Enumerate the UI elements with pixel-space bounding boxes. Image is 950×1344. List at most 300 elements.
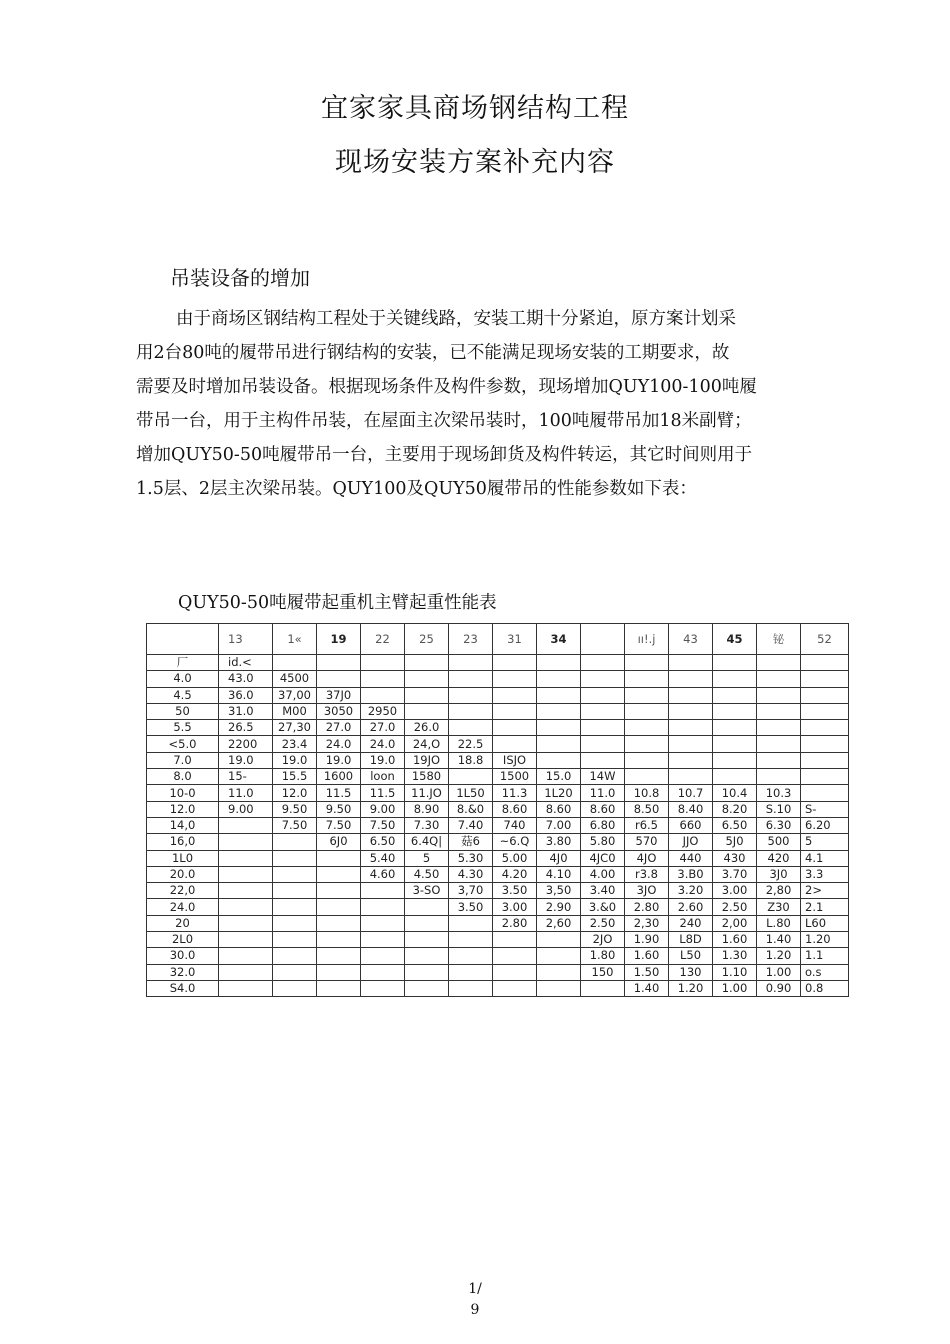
table-cell: [449, 932, 493, 948]
table-cell: 24,O: [405, 736, 449, 752]
table-cell: 3.50: [493, 883, 537, 899]
table-header-cell: 43: [669, 624, 713, 655]
table-cell: [449, 964, 493, 980]
table-cell: [449, 703, 493, 719]
table-cell: [317, 655, 361, 671]
table-cell: [625, 671, 669, 687]
table-cell: 11.5: [361, 785, 405, 801]
table-row: [147, 915, 849, 931]
table-cell: 6.30: [757, 817, 801, 833]
table-cell: [713, 720, 757, 736]
table-cell: 10.7: [669, 785, 713, 801]
table-cell: [537, 703, 581, 719]
table-cell: [219, 964, 273, 980]
table-cell: [405, 964, 449, 980]
table-cell: 15.5: [273, 769, 317, 785]
table-cell: [219, 866, 273, 882]
table-cell: [801, 752, 849, 768]
table-cell: 14,0: [147, 817, 219, 833]
table-cell: [449, 655, 493, 671]
table-cell: [625, 703, 669, 719]
table-cell: 1.60: [625, 948, 669, 964]
table-cell: [757, 752, 801, 768]
table-cell: [405, 703, 449, 719]
table-row: [147, 850, 849, 866]
table-cell: [713, 752, 757, 768]
table-cell: 30.0: [147, 948, 219, 964]
table-cell: [449, 769, 493, 785]
table-row: [147, 980, 849, 996]
table-cell: 5.5: [147, 720, 219, 736]
table-cell: 10.4: [713, 785, 757, 801]
table-cell: 3-SO: [405, 883, 449, 899]
table-cell: [669, 769, 713, 785]
table-cell: 4.10: [537, 866, 581, 882]
table-cell: 2.50: [713, 899, 757, 915]
table-cell: [669, 687, 713, 703]
table-cell: 4JO: [625, 850, 669, 866]
table-cell: [757, 720, 801, 736]
table-cell: r6.5: [625, 817, 669, 833]
table-header-cell: 34: [537, 624, 581, 655]
table-cell: 1.90: [625, 932, 669, 948]
table-cell: 570: [625, 834, 669, 850]
table-cell: 1L50: [449, 785, 493, 801]
table-header-cell: 22: [361, 624, 405, 655]
table-cell: Z30: [757, 899, 801, 915]
table-cell: 6.50: [361, 834, 405, 850]
table-cell: [449, 948, 493, 964]
table-cell: [625, 736, 669, 752]
table-cell: [219, 850, 273, 866]
table-cell: [625, 769, 669, 785]
table-cell: [713, 769, 757, 785]
table-cell: 19.0: [273, 752, 317, 768]
table-cell: 3,70: [449, 883, 493, 899]
table-cell: [273, 834, 317, 850]
table-cell: 14W: [581, 769, 625, 785]
table-cell: 9.50: [317, 801, 361, 817]
table-cell: S4.0: [147, 980, 219, 996]
table-row: [147, 834, 849, 850]
table-cell: [317, 964, 361, 980]
table-cell: 37J0: [317, 687, 361, 703]
table-cell: 3.00: [713, 883, 757, 899]
table-header-cell: 23: [449, 624, 493, 655]
table-cell: [361, 671, 405, 687]
table-cell: 27.0: [317, 720, 361, 736]
table-cell: [801, 785, 849, 801]
table-cell: 7.50: [317, 817, 361, 833]
table-cell: [537, 948, 581, 964]
table-cell: 8.50: [625, 801, 669, 817]
table-cell: [317, 883, 361, 899]
table-cell: [669, 736, 713, 752]
table-cell: 4500: [273, 671, 317, 687]
table-cell: 22,0: [147, 883, 219, 899]
table-header-row: [147, 624, 849, 655]
body-paragraph: [136, 302, 836, 506]
table-cell: [757, 703, 801, 719]
table-cell: 1.00: [757, 964, 801, 980]
table-cell: [493, 736, 537, 752]
table-cell: [669, 720, 713, 736]
table-cell: [757, 671, 801, 687]
table-cell: 2.1: [801, 899, 849, 915]
table-cell: 50: [147, 703, 219, 719]
table-cell: [219, 883, 273, 899]
table-cell: 1500: [493, 769, 537, 785]
table-cell: [361, 655, 405, 671]
table-cell: [713, 687, 757, 703]
table-cell: 26.0: [405, 720, 449, 736]
table-row: [147, 769, 849, 785]
table-cell: [361, 948, 405, 964]
table-cell: 5.40: [361, 850, 405, 866]
table-cell: [669, 671, 713, 687]
table-header-cell: 19: [317, 624, 361, 655]
table-cell: [273, 866, 317, 882]
table-cell: [625, 687, 669, 703]
table-cell: [273, 883, 317, 899]
table-cell: [273, 915, 317, 931]
table-cell: 11.3: [493, 785, 537, 801]
table-cell: [581, 720, 625, 736]
table-cell: [493, 932, 537, 948]
table-header-cell: 25: [405, 624, 449, 655]
table-cell: S.10: [757, 801, 801, 817]
table-row: [147, 703, 849, 719]
table-cell: [713, 736, 757, 752]
table-cell: [493, 948, 537, 964]
table-cell: 23.4: [273, 736, 317, 752]
table-cell: [581, 687, 625, 703]
table-cell: 7.50: [361, 817, 405, 833]
table-cell: [317, 932, 361, 948]
table-cell: [537, 655, 581, 671]
table-cell: 31.0: [219, 703, 273, 719]
table-cell: 3,50: [537, 883, 581, 899]
page-number-bottom: 9: [470, 1302, 480, 1318]
table-cell: [317, 671, 361, 687]
table-cell: [405, 932, 449, 948]
table-cell: L50: [669, 948, 713, 964]
table-cell: 3.00: [493, 899, 537, 915]
table-cell: [801, 703, 849, 719]
table-cell: 26.5: [219, 720, 273, 736]
table-cell: [493, 980, 537, 996]
table-cell: [801, 687, 849, 703]
table-cell: 10.3: [757, 785, 801, 801]
table-cell: loon: [361, 769, 405, 785]
table-cell: [405, 899, 449, 915]
table-row: [147, 866, 849, 882]
table-cell: 19.0: [317, 752, 361, 768]
table-cell: [449, 915, 493, 931]
table-cell: ISJO: [493, 752, 537, 768]
table-cell: 厂: [147, 655, 219, 671]
table-cell: 4.00: [581, 866, 625, 882]
table-cell: [219, 834, 273, 850]
paragraph-line: 带吊一台，用于主构件吊装，在屋面主次梁吊装时，100吨履带吊加18米副臂；: [136, 411, 752, 431]
table-cell: 440: [669, 850, 713, 866]
table-cell: [713, 703, 757, 719]
table-cell: [273, 850, 317, 866]
table-cell: [219, 932, 273, 948]
table-cell: [669, 703, 713, 719]
table-cell: M00: [273, 703, 317, 719]
paragraph-line: 需要及时增加吊装设备。根据现场条件及构件参数，现场增加QUY100-100吨履: [136, 377, 757, 397]
table-cell: [219, 980, 273, 996]
table-cell: 1580: [405, 769, 449, 785]
table-cell: 20.0: [147, 866, 219, 882]
table-cell: 430: [713, 850, 757, 866]
table-cell: 2,80: [757, 883, 801, 899]
table-cell: 240: [669, 915, 713, 931]
table-cell: 3050: [317, 703, 361, 719]
table-header-cell: 45: [713, 624, 757, 655]
table-cell: 19.0: [361, 752, 405, 768]
table-cell: 4JC0: [581, 850, 625, 866]
table-cell: 10.8: [625, 785, 669, 801]
table-cell: 2,30: [625, 915, 669, 931]
table-cell: 4.5: [147, 687, 219, 703]
table-row: [147, 736, 849, 752]
table-cell: 150: [581, 964, 625, 980]
table-cell: 6J0: [317, 834, 361, 850]
table-cell: [405, 915, 449, 931]
table-cell: 3.50: [449, 899, 493, 915]
table-cell: 8.0: [147, 769, 219, 785]
table-cell: 1.20: [757, 948, 801, 964]
table-cell: ~6.Q: [493, 834, 537, 850]
table-cell: L8D: [669, 932, 713, 948]
table-cell: 3.3: [801, 866, 849, 882]
table-cell: [273, 899, 317, 915]
table-row: [147, 687, 849, 703]
table-cell: 12.0: [147, 801, 219, 817]
table-cell: 5.00: [493, 850, 537, 866]
table-cell: 24.0: [317, 736, 361, 752]
table-cell: [625, 655, 669, 671]
table-cell: [581, 671, 625, 687]
table-cell: 36.0: [219, 687, 273, 703]
table-cell: 1.1: [801, 948, 849, 964]
table-cell: 1.40: [625, 980, 669, 996]
table-cell: 9.50: [273, 801, 317, 817]
table-cell: 7.00: [537, 817, 581, 833]
table-cell: 6.20: [801, 817, 849, 833]
table-header-cell: 13: [219, 624, 273, 655]
table-cell: [405, 948, 449, 964]
table-cell: 4.60: [361, 866, 405, 882]
table-cell: [581, 736, 625, 752]
table-cell: 2.80: [625, 899, 669, 915]
table-cell: 2200: [219, 736, 273, 752]
table-header-cell: 52: [801, 624, 849, 655]
table-cell: 1.20: [669, 980, 713, 996]
table-cell: S-: [801, 801, 849, 817]
table-cell: 8.60: [493, 801, 537, 817]
table-cell: [273, 932, 317, 948]
table-cell: [537, 752, 581, 768]
table-cell: 1.60: [713, 932, 757, 948]
table-cell: [581, 752, 625, 768]
table-cell: 5: [405, 850, 449, 866]
table-cell: 2.50: [581, 915, 625, 931]
table-cell: [493, 720, 537, 736]
table-cell: 5.30: [449, 850, 493, 866]
table-row: [147, 899, 849, 915]
table-cell: 24.0: [361, 736, 405, 752]
table-cell: 2.60: [669, 899, 713, 915]
table-cell: <5.0: [147, 736, 219, 752]
table-cell: 8.60: [581, 801, 625, 817]
table-row: [147, 720, 849, 736]
table-cell: [219, 899, 273, 915]
table-cell: 4.20: [493, 866, 537, 882]
table-cell: 1.80: [581, 948, 625, 964]
table-row: [147, 752, 849, 768]
table-cell: [757, 687, 801, 703]
table-cell: 10-0: [147, 785, 219, 801]
table-cell: 420: [757, 850, 801, 866]
table-cell: [493, 687, 537, 703]
table-cell: 27,30: [273, 720, 317, 736]
table-cell: 8.60: [537, 801, 581, 817]
table-cell: 0.90: [757, 980, 801, 996]
table-cell: [669, 752, 713, 768]
table-cell: 27.0: [361, 720, 405, 736]
table-row: [147, 785, 849, 801]
table-cell: [317, 915, 361, 931]
table-cell: 3.20: [669, 883, 713, 899]
table-cell: 11.JO: [405, 785, 449, 801]
table-cell: 7.30: [405, 817, 449, 833]
table-cell: [361, 964, 405, 980]
table-cell: 18.8: [449, 752, 493, 768]
table-cell: 4.30: [449, 866, 493, 882]
table-cell: [757, 736, 801, 752]
table-cell: 6.4Q|: [405, 834, 449, 850]
table-cell: 130: [669, 964, 713, 980]
table-cell: [493, 671, 537, 687]
table-cell: [317, 980, 361, 996]
table-cell: 3J0: [757, 866, 801, 882]
table-cell: [361, 899, 405, 915]
table-cell: 24.0: [147, 899, 219, 915]
section-heading: 吊装设备的增加: [170, 266, 310, 290]
table-cell: 9.00: [361, 801, 405, 817]
table-cell: [493, 655, 537, 671]
table-cell: [581, 655, 625, 671]
table-cell: [361, 883, 405, 899]
table-cell: 3.&0: [581, 899, 625, 915]
table-cell: [537, 687, 581, 703]
paragraph-line: 用2台80吨的履带吊进行钢结构的安装，已不能满足现场安装的工期要求，故: [136, 343, 730, 363]
table-cell: 1L0: [147, 850, 219, 866]
table-cell: L.80: [757, 915, 801, 931]
table-cell: 5.80: [581, 834, 625, 850]
table-cell: 4J0: [537, 850, 581, 866]
table-cell: 1.50: [625, 964, 669, 980]
table-cell: [757, 655, 801, 671]
table-cell: 3.80: [537, 834, 581, 850]
table-cell: 19JO: [405, 752, 449, 768]
table-cell: [405, 687, 449, 703]
table-cell: 12.0: [273, 785, 317, 801]
table-cell: 0.8: [801, 980, 849, 996]
table-cell: 5J0: [713, 834, 757, 850]
table-cell: 11.0: [581, 785, 625, 801]
table-cell: 1.30: [713, 948, 757, 964]
table-cell: 1L20: [537, 785, 581, 801]
table-cell: [801, 671, 849, 687]
table-cell: 660: [669, 817, 713, 833]
table-row: [147, 883, 849, 899]
table-cell: 19.0: [219, 752, 273, 768]
table-cell: 4.50: [405, 866, 449, 882]
table-cell: 8.20: [713, 801, 757, 817]
table-cell: 500: [757, 834, 801, 850]
table-cell: 7.50: [273, 817, 317, 833]
table-cell: [273, 980, 317, 996]
table-cell: [537, 932, 581, 948]
document-title-line1: 宜家家具商场钢结构工程: [321, 93, 629, 124]
table-header-cell: [581, 624, 625, 655]
table-cell: [449, 720, 493, 736]
table-cell: [219, 915, 273, 931]
table-cell: [219, 948, 273, 964]
table-cell: 16,0: [147, 834, 219, 850]
table-cell: [537, 736, 581, 752]
table-cell: 2950: [361, 703, 405, 719]
table-cell: o.s: [801, 964, 849, 980]
table-cell: 20: [147, 915, 219, 931]
table-cell: [273, 948, 317, 964]
table-cell: [405, 671, 449, 687]
table-cell: [361, 915, 405, 931]
table-cell: 740: [493, 817, 537, 833]
table-cell: 8.90: [405, 801, 449, 817]
table-cell: JJO: [669, 834, 713, 850]
table-cell: [361, 687, 405, 703]
table-cell: [801, 720, 849, 736]
table-cell: [537, 980, 581, 996]
table-cell: [405, 980, 449, 996]
table-cell: 2,60: [537, 915, 581, 931]
table-cell: 6.80: [581, 817, 625, 833]
table-cell: [449, 687, 493, 703]
table-cell: [449, 671, 493, 687]
document-title-line2: 现场安装方案补充内容: [335, 147, 615, 178]
table-cell: [625, 720, 669, 736]
table-cell: 15.0: [537, 769, 581, 785]
table-cell: 7.0: [147, 752, 219, 768]
table-cell: 3.B0: [669, 866, 713, 882]
table-cell: 9.00: [219, 801, 273, 817]
table-cell: [581, 703, 625, 719]
table-header-cell: 铋: [757, 624, 801, 655]
table-row: [147, 817, 849, 833]
table-cell: 32.0: [147, 964, 219, 980]
table-cell: [801, 655, 849, 671]
table-cell: 22.5: [449, 736, 493, 752]
table-cell: [273, 655, 317, 671]
table-row: [147, 932, 849, 948]
table-cell: 8.40: [669, 801, 713, 817]
table-row: [147, 655, 849, 671]
